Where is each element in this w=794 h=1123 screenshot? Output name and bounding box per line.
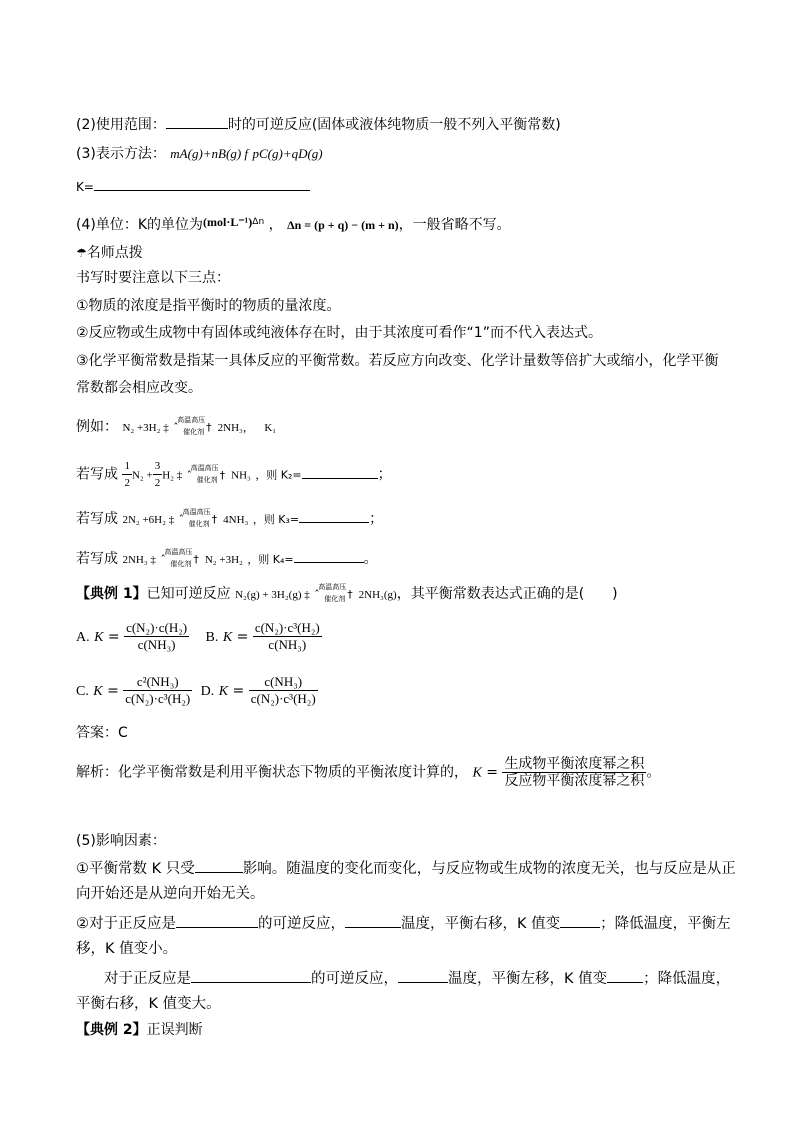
factors-line5: 对于正反应是 的可逆反应， 温度，平衡左移，K 值变 ；降低温度，	[104, 968, 730, 989]
temperature-blank	[345, 913, 401, 928]
formula-right: pC(g)+qD(g)	[252, 146, 323, 161]
example1-equation: N₂(g) + 3H₂(g) ‡	[235, 589, 310, 601]
unit-line: (4)单位：K的单位为$(mol\cdot L^{-1})^{\Delta n}$ ， Δn = (p + q) − (m + n)，一般省略不写。	[76, 215, 511, 233]
case2-line: 若写成 2N₂ +6H₂ ‡ ˆ 高温高压 催化剂 † 4NH₃ ，则 K₃= ；	[76, 508, 384, 528]
k-change-blank	[607, 968, 643, 983]
tip-item: ①物质的浓度是指平衡时的物质的量浓度。	[76, 298, 341, 314]
case3-blank	[294, 548, 364, 563]
case1-product: NH₃	[231, 469, 251, 482]
options-row-ab	[76, 620, 322, 653]
example-line	[76, 416, 276, 438]
case1-k: ，则 K₂=	[255, 468, 302, 482]
k-blank	[94, 176, 310, 191]
tips-title-line	[76, 243, 143, 263]
expression-line	[76, 144, 323, 164]
tips-intro: 书写时要注意以下三点：	[76, 270, 230, 286]
tip-item: ③化学平衡常数是指某一具体反应的平衡常数。若反应方向改变、化学计量数等倍扩大或缩小，化学平衡	[76, 353, 719, 369]
option-d: D. K = $\frac{\text{c(NH₃)}}{\text{c(N₂)·c³(H₂)}}$	[200, 674, 316, 706]
k-label: K=	[76, 180, 94, 194]
equilibrium-arrow: ˆ 高温高压 催化剂 †	[186, 463, 226, 484]
k-change-blank	[560, 913, 600, 928]
case-prefix: 若写成	[76, 551, 118, 567]
temperature-blank	[398, 968, 448, 983]
tip-item: ②反应物或生成物中有固体或纯液体存在时，由于其浓度可看作“1”而不代入表达式。	[76, 325, 602, 341]
equilibrium-arrow: ˆ 高温高压 催化剂 †	[314, 583, 353, 603]
example-label: 例如：	[76, 419, 118, 435]
reaction-type-blank	[191, 968, 311, 983]
factors-line4: 移，K 值变小。	[76, 941, 178, 957]
case-prefix: 若写成	[76, 466, 118, 483]
example-k: K₁	[264, 422, 277, 434]
equilibrium-arrow: ˆ 高温高压 催化剂 †	[178, 508, 218, 528]
tips-title: 名师点拨	[86, 245, 143, 261]
equilibrium-arrow: ˆ 高温高压 催化剂 †	[160, 548, 199, 568]
example2-text: 正误判断	[146, 1022, 203, 1038]
option-c: C. K = $\frac{\text{c²(NH₃)}}{\text{c(N₂)·c³(H₂)}}$	[76, 674, 191, 706]
unit-suffix: ，一般省略不写。	[398, 217, 511, 233]
answer: 答案：C	[76, 725, 128, 741]
example1-question: ，其平衡常数表达式正确的是( )	[396, 586, 618, 602]
usage-line	[76, 114, 561, 135]
case2-equation: 2N₂ +6H₂ ‡	[122, 514, 175, 526]
case3-equation: 2NH₃ ‡	[122, 554, 156, 566]
case2-blank	[299, 508, 369, 523]
k-line	[76, 176, 310, 197]
example1-text: 已知可逆反应	[146, 586, 231, 602]
option-a: A. K = $\frac{\text{c(N₂)·c(H₂)}}{\text{c(NH₃)}}$	[76, 620, 188, 652]
expression-label: (3)表示方法：	[76, 146, 166, 162]
factor-blank	[195, 858, 243, 873]
usage-text: 时的可逆反应(固体或液体纯物质一般不列入平衡常数)	[227, 117, 561, 133]
case3-k: ，则 K₄=	[247, 553, 294, 566]
case-prefix: 若写成	[76, 511, 118, 527]
factors-line3: ②对于正反应是 的可逆反应， 温度，平衡右移，K 值变 ；降低温度，平衡左	[76, 913, 731, 934]
factors-line2: 向开始还是从逆向开始无关。	[76, 886, 265, 902]
example2-tag: 【典例 2】	[76, 1022, 147, 1038]
unit-label: (4)单位：K的单位为	[76, 217, 204, 233]
unit-base: (mol·L⁻¹)	[203, 215, 253, 229]
example-product: 2NH₃，	[217, 422, 254, 434]
factors-title: (5)影响因素：	[76, 833, 166, 849]
umbrella-icon: ☂	[76, 246, 87, 260]
delta-n-formula: Δn = (p + q) − (m + n)	[287, 218, 399, 232]
usage-label: (2)使用范围：	[76, 117, 166, 133]
analysis-text: 解析：化学平衡常数是利用平衡状态下物质的平衡浓度计算的，	[76, 764, 468, 781]
example-equation: N₂ +3H₂ ‡	[122, 422, 169, 434]
tip-item: 常数都会相应改变。	[76, 380, 202, 396]
equilibrium-arrow: ˆ 高温高压 催化剂 †	[173, 416, 212, 436]
options-row-cd	[76, 674, 318, 707]
usage-blank	[166, 114, 228, 129]
analysis-line: 解析：化学平衡常数是利用平衡状态下物质的平衡浓度计算的， K = $\frac{\text{生成物平衡浓度幂之积}}{\text{反应物平衡浓度幂之积}}$ 。	[76, 756, 661, 789]
case3-line: 若写成 2NH₃ ‡ ˆ 高温高压 催化剂 † N₂ +3H₂ ，则 K₄= 。	[76, 548, 378, 568]
reaction-type-blank	[176, 913, 258, 928]
formula-left: mA(g)+nB(g) f	[170, 146, 249, 161]
example1-product: 2NH₃(g)	[358, 589, 397, 601]
case2-k: ，则 K₃=	[252, 513, 300, 526]
example1-line	[76, 583, 618, 605]
factors-line6: 平衡右移，K 值变大。	[76, 996, 221, 1012]
factors-line1: ①平衡常数 K 只受 影响。随温度的变化而变化，与反应物或生成物的浓度无关，也与反应是从正	[76, 858, 736, 879]
case2-product: 4NH₃	[223, 514, 249, 526]
option-b: B. K = $\frac{\text{c(N₂)·c³(H₂)}}{\text{c(NH₃)}}$	[205, 620, 320, 652]
case1-equation: H₂ ‡	[162, 469, 183, 482]
case1-blank	[302, 464, 378, 479]
example2-line	[76, 1020, 203, 1040]
example1-tag: 【典例 1】	[76, 586, 147, 602]
case1-line: 若写成 $\frac{1}{2}$ N₂ + $\frac{3}{2}$ H₂ ‡ ˆ 高温高压 催化剂 † NH₃ ，则 K₂= ；	[76, 460, 392, 489]
case3-product: N₂ +3H₂	[204, 554, 243, 566]
analysis-fraction: $\frac{\text{生成物平衡浓度幂之积}}{\text{反应物平衡浓度幂之积}}$	[504, 756, 645, 789]
unit-exponent: Δn	[252, 217, 265, 227]
